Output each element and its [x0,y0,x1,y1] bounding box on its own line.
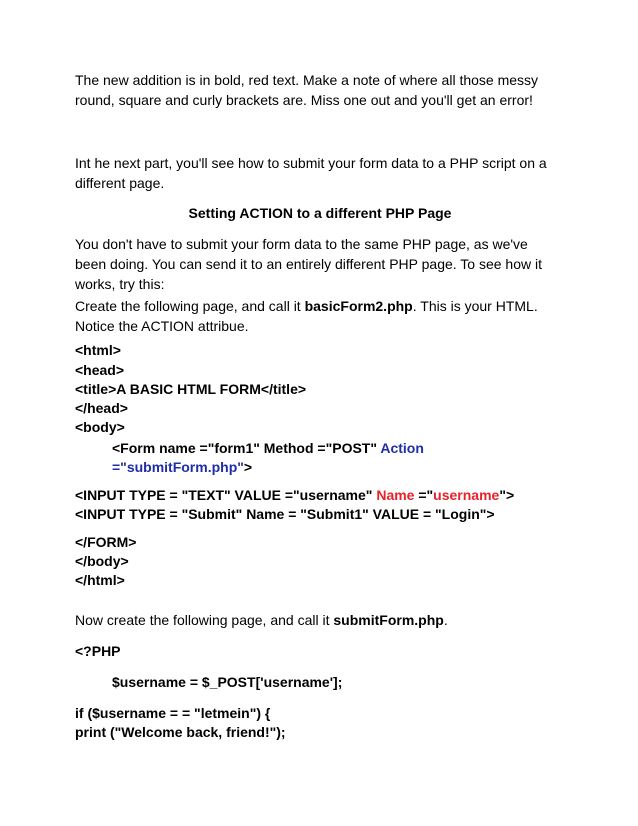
filename-basicform2: basicForm2.php [304,298,413,314]
create-suffix: . This is your HTML. [412,298,538,314]
create-submit-instruction [75,611,448,629]
php-if-statement: if ($username = = "letmein") { [75,705,271,721]
form-tag-start: <Form name ="form1" Method ="POST" [112,440,381,456]
code-html-open: <html> [75,342,121,358]
explain-line-3: works, try this: [75,276,165,292]
code-input-text [75,486,514,504]
create-page-note: Notice the ACTION attribue. [75,318,249,334]
input-name-keyword: Name [376,487,415,503]
code-body-open: <body> [75,419,125,435]
input-text-end: "> [499,487,515,503]
intro-line-2: round, square and curly brackets are. Miss one out and you'll get an error! [75,92,533,108]
intro-line-1: The new addition is in bold, red text. Make a note of where all those messy [75,72,539,88]
php-username-assign: $username = $_POST['username']; [112,674,343,690]
next-part-line-1: Int he next part, you'll see how to submit your form data to a PHP script on a [75,155,547,171]
php-print-statement: print ("Welcome back, friend!"); [75,724,286,740]
form-action-keyword: Action [380,440,424,456]
php-open-tag: <?PHP [75,643,121,659]
create2-prefix: Now create the following page, and call it [75,612,334,628]
input-name-value: username [433,487,500,503]
input-name-eq: =" [414,487,434,503]
explain-line-1: You don't have to submit your form data to the same PHP page, as we've [75,236,528,252]
form-action-value: ="submitForm.php" [112,459,244,475]
code-html-close: </html> [75,572,125,588]
next-part-line-2: different page. [75,175,165,191]
code-body-close: </body> [75,553,129,569]
code-input-submit: <INPUT TYPE = "Submit" Name = "Submit1" VALUE = "Login"> [75,506,495,522]
create2-suffix: . [443,612,448,628]
section-heading: Setting ACTION to a different PHP Page [188,205,452,221]
code-form-line-2 [112,458,252,476]
code-title: <title>A BASIC HTML FORM</title> [75,381,307,397]
code-form-line-1 [112,439,424,457]
code-head-close: </head> [75,400,128,416]
code-head-open: <head> [75,362,125,378]
create-page-instruction [75,297,538,315]
code-form-close: </FORM> [75,534,137,550]
input-text-start: <INPUT TYPE = "TEXT" VALUE ="username" [75,487,377,503]
create-prefix: Create the following page, and call it [75,298,305,314]
explain-line-2: been doing. You can send it to an entirely different PHP page. To see how it [75,256,543,272]
filename-submitform: submitForm.php [333,612,444,628]
form-tag-end: > [243,459,253,475]
